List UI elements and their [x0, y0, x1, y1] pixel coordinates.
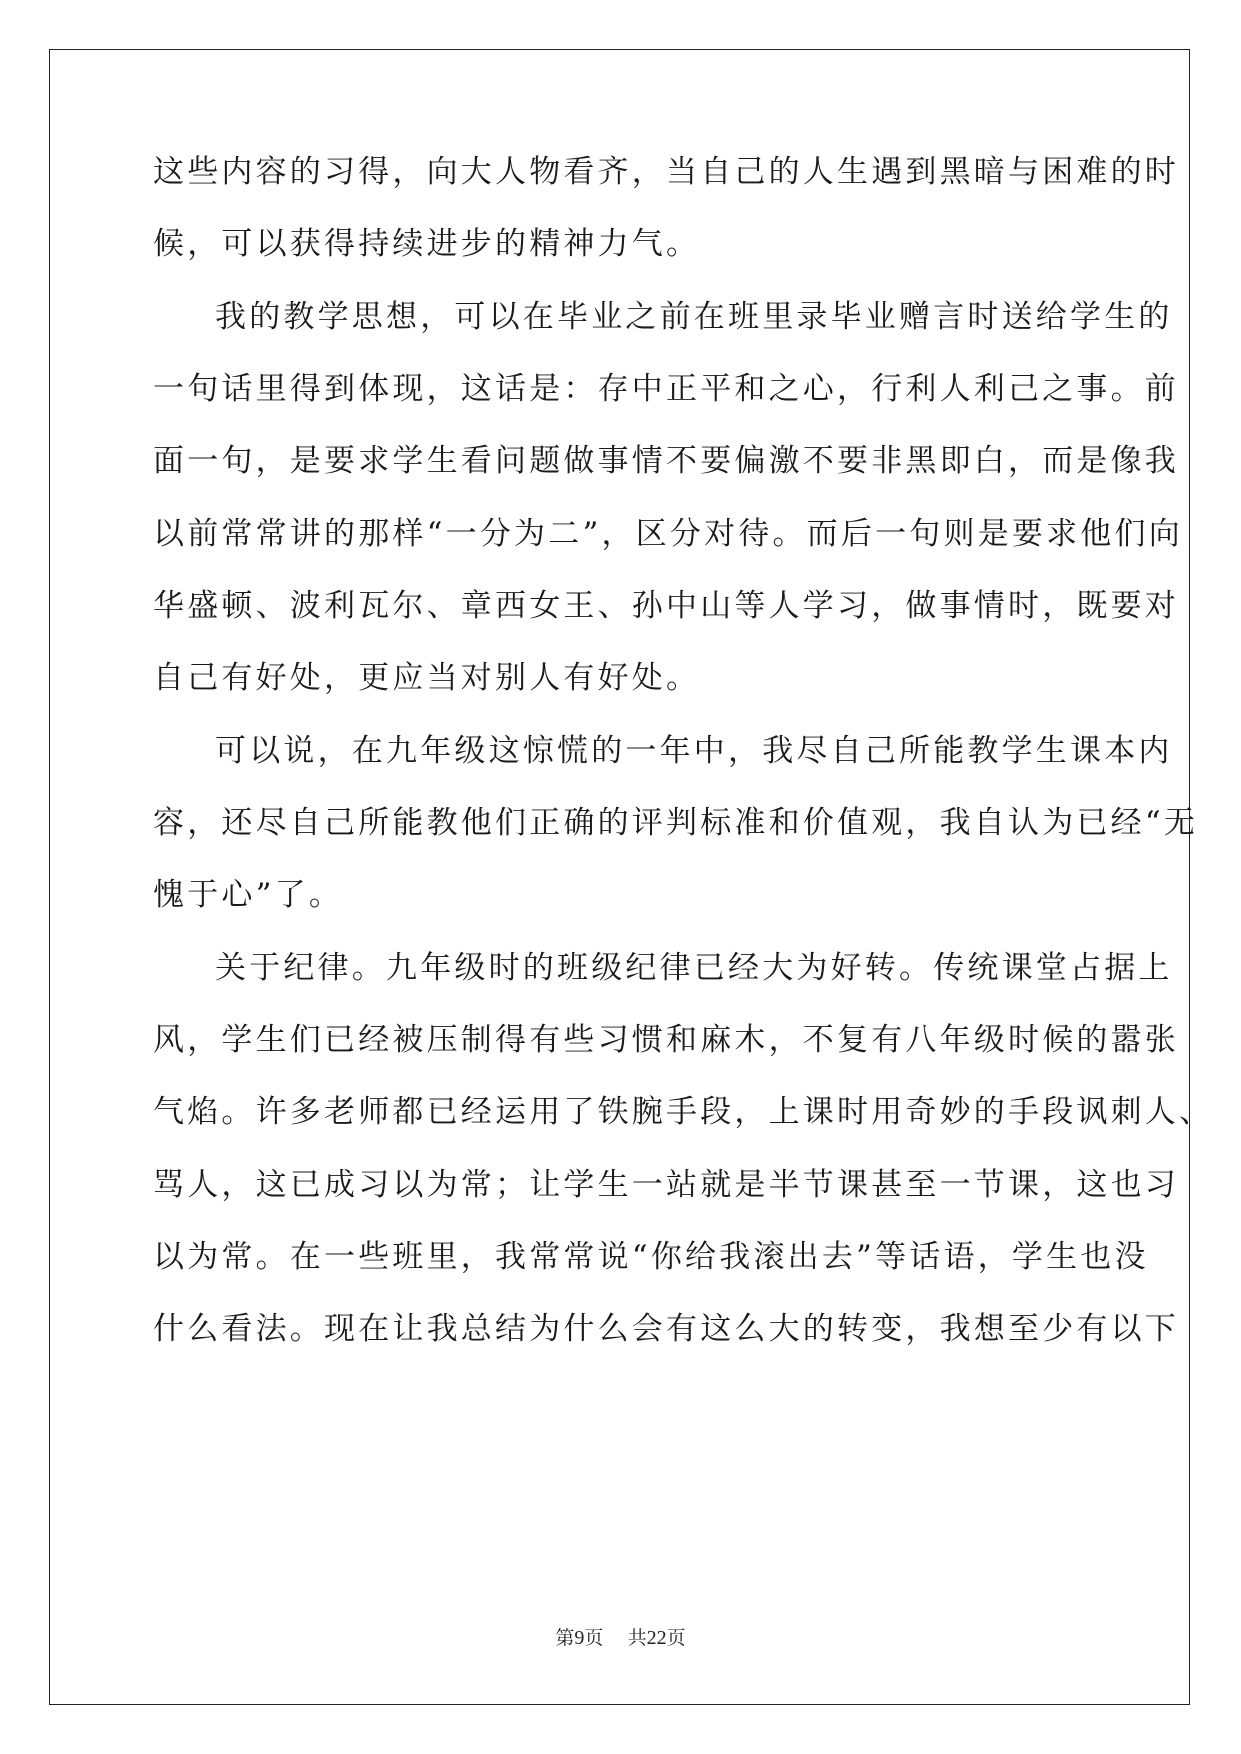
total-pages: 22 — [646, 1627, 667, 1649]
text-line: 什么看法。现在让我总结为什么会有这么大的转变，我想至少有以下 — [153, 1311, 1179, 1347]
paragraph-first-line: 我的教学思想，可以在毕业之前在班里录毕业赠言时送给学生的 — [215, 299, 1173, 335]
paragraph-first-line: 可以说，在九年级这惊慌的一年中，我尽自己所能教学生课本内 — [215, 733, 1173, 769]
page-footer — [0, 1626, 1241, 1650]
text-line: 以为常。在一些班里，我常常说“你给我滚出去”等话语，学生也没 — [153, 1239, 1149, 1275]
paragraph-first-line: 关于纪律。九年级时的班级纪律已经大为好转。传统课堂占据上 — [215, 950, 1173, 986]
text-line: 华盛顿、波利瓦尔、章西女王、孙中山等人学习，做事情时，既要对 — [153, 588, 1179, 624]
text-line: 气焰。许多老师都已经运用了铁腕手段，上课时用奇妙的手段讽刺人、 — [153, 1094, 1214, 1130]
text-line: 以前常常讲的那样“一分为二”，区分对待。而后一句则是要求他们向 — [153, 516, 1183, 552]
text-line: 风，学生们已经被压制得有些习惯和麻木，不复有八年级时候的嚣张 — [153, 1022, 1179, 1058]
total-prefix: 共 — [627, 1627, 647, 1649]
text-line: 自己有好处，更应当对别人有好处。 — [153, 660, 701, 696]
text-line: 候，可以获得持续进步的精神力气。 — [153, 226, 701, 262]
text-line: 这些内容的习得，向大人物看齐，当自己的人生遇到黑暗与困难的时 — [153, 154, 1179, 190]
page-prefix: 第 — [555, 1627, 575, 1649]
text-line: 愧于心”了。 — [153, 877, 344, 913]
page-suffix: 页 — [584, 1627, 604, 1649]
text-line: 容，还尽自己所能教他们正确的评判标准和价值观，我自认为已经“无 — [153, 805, 1199, 841]
text-line: 一句话里得到体现，这话是：存中正平和之心，行利人利己之事。前 — [153, 371, 1179, 407]
text-line: 骂人，这已成习以为常；让学生一站就是半节课甚至一节课，这也习 — [153, 1167, 1179, 1203]
page-number: 9 — [574, 1627, 585, 1649]
total-suffix: 页 — [666, 1627, 686, 1649]
text-line: 面一句，是要求学生看问题做事情不要偏激不要非黑即白，而是像我 — [153, 443, 1179, 479]
